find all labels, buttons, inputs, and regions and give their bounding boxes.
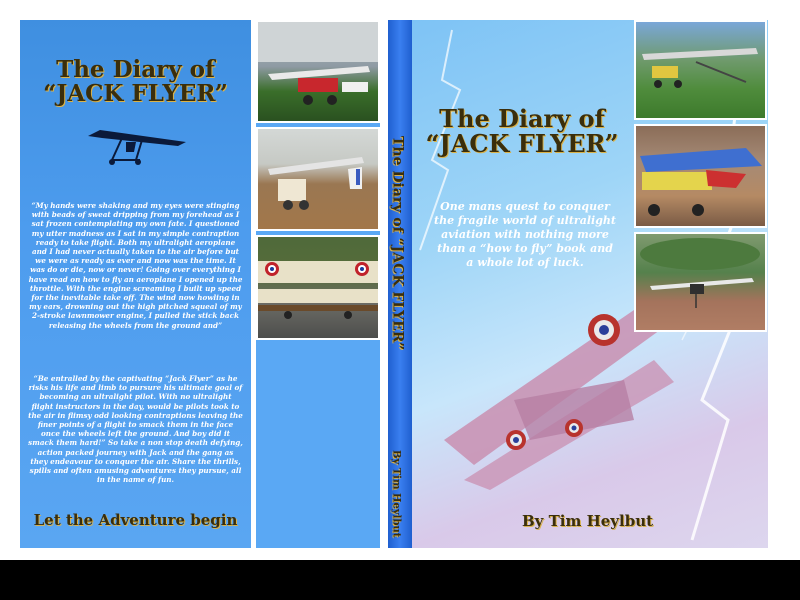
- front-cover-author: By Tim Heylbut: [522, 512, 654, 530]
- photo-ultralight-grass-field: [634, 20, 767, 120]
- photo-colorful-ultralight: [634, 124, 767, 228]
- back-title-line2: “JACK FLYER”: [43, 80, 228, 108]
- spine-title: The Diary of “JACK FLYER”: [389, 136, 406, 350]
- book-spine: [388, 20, 412, 548]
- photo-ultralight-dirt-field: [256, 127, 380, 231]
- back-cover-synopsis: “Be entralled by the captivating “Jack Flyer” as he risks his life and limb to pursure his ultimate goal of becoming an ultralight pilot. With no ultralight flight instructors in the day, would be pilots took to the air in flimsy odd looking contraptions leaving the finer points of a flight to smack them in the face once the wheels left the ground. And boy did it smack them hard!” So take a non stop death defying, action packed journey with Jack and the gang as they endeavour to conquer the air. Share the thrills, spills and often amusing adventures they pursue, all in the name of fun.: [28, 374, 243, 485]
- photo-ultralight-hangar: [256, 20, 380, 123]
- front-title-line1: The Diary of: [439, 104, 605, 133]
- back-cover-quote: “My hands were shaking and my eyes were stinging with beads of sweat dripping from my forehead as I sat frozen contemplating my own fate. I questioned my utter madness as I sat in my simple contraption ready to take flight. Both my ultralight aeroplane and I had never actually taken to the air before but we were as ready as ever and now was the time. It was do or die, now or never! Going over everything I have read on how to fly an aeroplane I opened up the throttle. With the engine screaming I built up speed for the inevitable take off. The wind now howling in my ears, drowning out the high pitched squeal of my 2-stroke lawnmower engine, I pulled the stick back releasing the wheels from the ground and”: [28, 201, 243, 330]
- spine-text: [389, 50, 410, 538]
- back-cover-title: [20, 58, 251, 106]
- photo-strip: [256, 20, 380, 548]
- ultralight-plane-silhouette-icon: [82, 112, 194, 168]
- back-cover-tagline: Let the Adventure begin: [33, 511, 238, 529]
- front-title-line2: “JACK FLYER”: [425, 129, 619, 159]
- front-cover-tagline: One mans quest to conquer the fragile world of ultralight aviation with nothing more than a “how to fly” book and a whole lot of luck.: [434, 200, 616, 269]
- back-title-line1: The Diary of: [56, 56, 215, 83]
- spine-author: By Tim Heylbut: [390, 450, 402, 538]
- front-cover: [412, 20, 768, 548]
- back-cover: [20, 20, 251, 548]
- photo-ultralight-in-flight: [634, 232, 767, 332]
- front-cover-title: [412, 104, 632, 159]
- photo-biplane-on-trailer: [256, 235, 380, 340]
